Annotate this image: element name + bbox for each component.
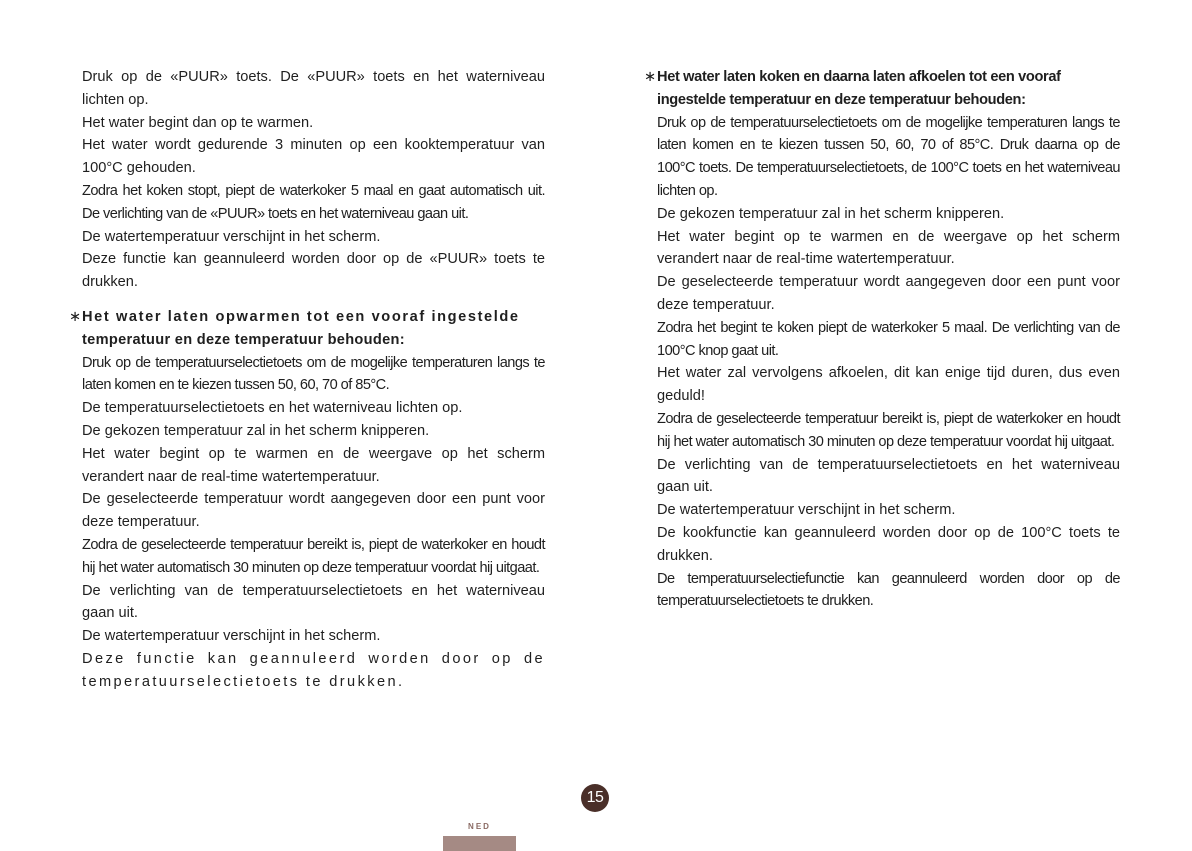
paragraph: De geselecteerde temperatuur wordt aangegeven door een punt voor deze temperatuur. bbox=[657, 274, 1120, 313]
paragraph: De temperatuurselectietoets en het waterniveau lichten op. bbox=[82, 400, 463, 417]
paragraph: De verlichting van de temperatuurselectietoets en het waterniveau gaan uit. bbox=[82, 582, 545, 622]
paragraph: Druk op de temperatuurselectietoets om de mogelijke temperaturen langs te laten komen en te kiezen tussen 50, 60, 70 of 85°C. bbox=[82, 354, 545, 394]
paragraph: Het water begint op te warmen en de weergave op het scherm verandert naar de real-time watertemperatuur. bbox=[82, 445, 545, 485]
heading-line: Het water laten koken en daarna laten afkoelen tot een vooraf bbox=[657, 69, 1061, 85]
section-heading-continued bbox=[82, 329, 545, 352]
paragraph: Het water begint dan op te warmen. bbox=[82, 114, 314, 131]
paragraph: Het water zal vervolgens afkoelen, dit kan enige tijd duren, dus even geduld! bbox=[657, 365, 1120, 405]
paragraph: De verlichting van de temperatuurselectietoets en het waterniveau gaan uit. bbox=[657, 456, 1120, 496]
paragraph: Zodra het koken stopt, piept de waterkoker 5 maal en gaat automatisch uit. De verlichting van de «PUUR» toets en het waterniveau gaan uit. bbox=[82, 182, 545, 222]
paragraph: Het water wordt gedurende 3 minuten op een kooktemperatuur van 100°C gehouden. bbox=[82, 137, 545, 177]
paragraph: Deze functie kan geannuleerd worden door op de temperatuurselectietoets te drukken. bbox=[82, 650, 545, 690]
section-heading bbox=[644, 66, 1120, 89]
paragraph: De watertemperatuur verschijnt in het scherm. bbox=[657, 502, 956, 519]
paragraph: Druk op de «PUUR» toets. De «PUUR» toets en het waterniveau lichten op. bbox=[82, 69, 545, 108]
heading-line: ingestelde temperatuur en deze temperatuur behouden: bbox=[657, 91, 1026, 108]
paragraph: Druk op de temperatuurselectietoets om de mogelijke temperaturen langs te laten komen en te kiezen tussen 50, 60, 70 of 85°C. Druk daarna op de 100°C toets. De temperatuurselectietoets, de 100°C toets en het waterniveau lichten op. bbox=[657, 114, 1120, 199]
paragraph: Het water begint op te warmen en de weergave op het scherm verandert naar de real-time watertemperatuur. bbox=[657, 228, 1120, 268]
paragraph: De geselecteerde temperatuur wordt aangegeven door een punt voor deze temperatuur. bbox=[82, 491, 545, 531]
paragraph: Zodra de geselecteerde temperatuur bereikt is, piept de waterkoker en houdt hij het water automatisch 30 minuten op deze temperatuur voordat hij uitgaat. bbox=[657, 410, 1120, 450]
paragraph: De kookfunctie kan geannuleerd worden door op de 100°C toets te drukken. bbox=[657, 524, 1120, 564]
heading-line: temperatuur en deze temperatuur behouden: bbox=[82, 331, 405, 348]
page-number-badge: 15 bbox=[581, 784, 609, 812]
section-heading-continued bbox=[657, 89, 1120, 112]
paragraph: De gekozen temperatuur zal in het scherm knipperen. bbox=[82, 422, 430, 439]
paragraph: De temperatuurselectiefunctie kan geannuleerd worden door op de temperatuurselectietoets te drukken. bbox=[657, 570, 1120, 610]
left-column bbox=[69, 66, 545, 694]
language-tab-bar bbox=[443, 836, 516, 851]
bullet-star-icon: ∗ bbox=[69, 308, 83, 325]
paragraph: De watertemperatuur verschijnt in het scherm. bbox=[82, 628, 381, 645]
paragraph: Zodra de geselecteerde temperatuur bereikt is, piept de waterkoker en houdt hij het water automatisch 30 minuten op deze temperatuur voordat hij uitgaat. bbox=[82, 536, 545, 576]
paragraph: Deze functie kan geannuleerd worden door op de «PUUR» toets te drukken. bbox=[82, 251, 545, 291]
right-column bbox=[644, 66, 1120, 613]
language-label: NED bbox=[468, 822, 491, 831]
heading-line: Het water laten opwarmen tot een vooraf ingestelde bbox=[82, 308, 520, 325]
paragraph: De watertemperatuur verschijnt in het scherm. bbox=[82, 228, 381, 245]
paragraph: De gekozen temperatuur zal in het scherm knipperen. bbox=[657, 205, 1005, 222]
section-heading bbox=[69, 306, 545, 329]
bullet-star-icon: ∗ bbox=[644, 69, 656, 85]
paragraph: Zodra het begint te koken piept de waterkoker 5 maal. De verlichting van de 100°C knop gaat uit. bbox=[657, 319, 1120, 359]
